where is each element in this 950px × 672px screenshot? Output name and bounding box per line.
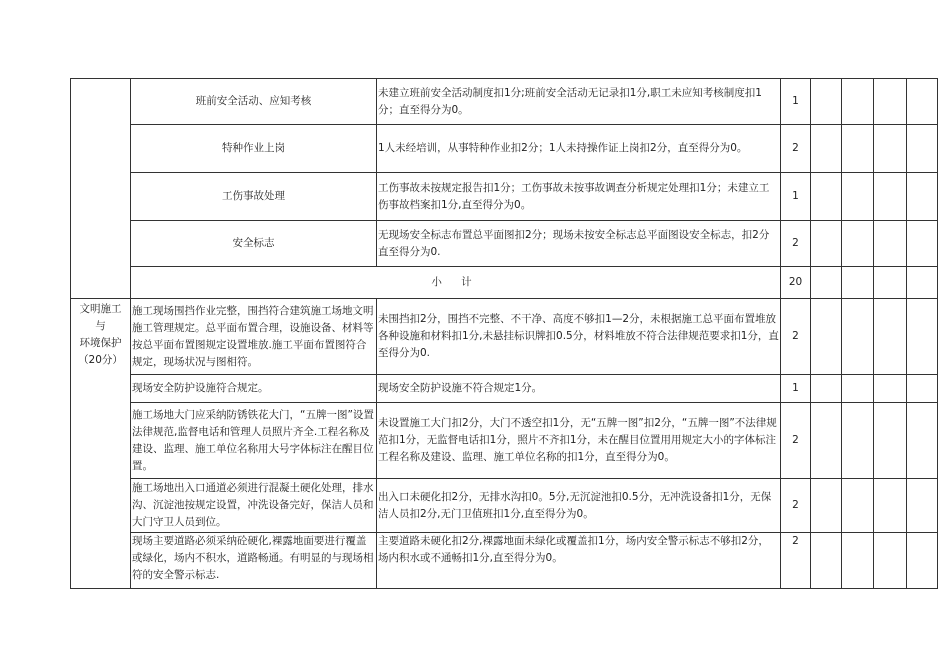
blank-cell [907, 221, 938, 267]
item-cell: 施工场地大门应采纳防锈铁花大门，“五牌一图”设置法律规范,监督电话和管理人员照片齐全.工程名称及建设、监理、施工单位名称用大号字体标注在醒目位置。 [131, 403, 377, 479]
standard-cell: 现场安全防护设施不符合规定1分。 [377, 375, 781, 403]
category-line: 文明施工 [79, 303, 122, 315]
blank-cell [874, 173, 907, 221]
blank-cell [874, 533, 907, 589]
standard-cell: 未围挡扣2分，围挡不完整、不干净、高度不够扣1—2分，未根据施工总平面布置堆放各种设施和材料扣1分,未悬挂标识牌扣0.5分，材料堆放不符合法律规范要求扣1分，直至得分为0. [377, 299, 781, 375]
blank-cell [907, 299, 938, 375]
blank-cell [874, 479, 907, 533]
blank-cell [811, 375, 842, 403]
item-cell: 施工场地出入口通道必须进行混凝土硬化处理，排水沟、沉淀池按规定设置，冲洗设备完好，保洁人员和大门守卫人员到位。 [131, 479, 377, 533]
category-cell-empty [71, 79, 131, 299]
table-row [71, 125, 938, 173]
standard-cell: 出入口未硬化扣2分，无排水沟扣0。5分,无沉淀池扣0.5分，无冲洗设备扣1分，无保洁人员扣2分,无门卫值班扣1分,直至得分为0。 [377, 479, 781, 533]
score-cell: 1 [781, 173, 811, 221]
blank-cell [811, 79, 842, 125]
category-line: （20分） [78, 354, 123, 366]
standard-cell: 主要道路未硬化扣2分,裸露地面未绿化或覆盖扣1分，场内安全警示标志不够扣2分，场内积水或不通畅扣1分,直至得分为0。 [377, 533, 781, 589]
blank-cell [907, 533, 938, 589]
blank-cell [874, 221, 907, 267]
blank-cell [842, 221, 874, 267]
item-cell: 安全标志 [131, 221, 377, 267]
score-cell: 1 [781, 375, 811, 403]
blank-cell [842, 173, 874, 221]
score-cell: 2 [781, 125, 811, 173]
blank-cell [874, 125, 907, 173]
blank-cell [842, 299, 874, 375]
table-row [71, 403, 938, 479]
blank-cell [811, 299, 842, 375]
score-cell: 2 [781, 221, 811, 267]
category-line: 环境保护 [79, 337, 122, 349]
blank-cell [811, 173, 842, 221]
category-line: 与 [95, 320, 106, 332]
standard-cell: 1人未经培训，从事特种作业扣2分；1人未持操作证上岗扣2分，直至得分为0。 [377, 125, 781, 173]
subtotal-row [71, 267, 938, 299]
blank-cell [874, 299, 907, 375]
item-cell: 班前安全活动、应知考核 [131, 79, 377, 125]
blank-cell [874, 375, 907, 403]
blank-cell [907, 403, 938, 479]
blank-cell [811, 479, 842, 533]
score-cell: 1 [781, 79, 811, 125]
item-cell: 工伤事故处理 [131, 173, 377, 221]
blank-cell [842, 125, 874, 173]
blank-cell [842, 375, 874, 403]
table-row [71, 173, 938, 221]
score-cell: 2 [781, 299, 811, 375]
blank-cell [811, 125, 842, 173]
standard-cell: 无现场安全标志布置总平面图扣2分；现场未按安全标志总平面图设安全标志，扣2分直至得分为0. [377, 221, 781, 267]
blank-cell [874, 267, 907, 299]
subtotal-score: 20 [781, 267, 811, 299]
blank-cell [907, 267, 938, 299]
table-row [71, 375, 938, 403]
standard-cell: 未建立班前安全活动制度扣1分;班前安全活动无记录扣1分,职工未应知考核制度扣1分；直至得分为0。 [377, 79, 781, 125]
blank-cell [842, 267, 874, 299]
item-cell: 特种作业上岗 [131, 125, 377, 173]
blank-cell [907, 479, 938, 533]
table-row [71, 299, 938, 375]
blank-cell [811, 221, 842, 267]
blank-cell [907, 125, 938, 173]
blank-cell [842, 79, 874, 125]
item-cell: 现场主要道路必须采纳砼硬化,裸露地面要进行覆盖或绿化，场内不积水，道路畅通。有明显的与现场相符的安全警示标志. [131, 533, 377, 589]
score-cell: 2 [781, 479, 811, 533]
category-cell [71, 299, 131, 589]
blank-cell [907, 79, 938, 125]
item-cell: 现场安全防护设施符合规定。 [131, 375, 377, 403]
blank-cell [842, 403, 874, 479]
subtotal-label: 小 计 [131, 267, 781, 299]
standard-cell: 未设置施工大门扣2分，大门不透空扣1分，无“五牌一图”扣2分，“五牌一图”不法律规范扣1分，无监督电话扣1分，照片不齐扣1分，未在醒目位置用用规定大小的字体标注工程名称及建设、监理、施工单位名称的扣1分，直至得分为0。 [377, 403, 781, 479]
score-cell: 2 [781, 403, 811, 479]
table-row [71, 221, 938, 267]
blank-cell [907, 375, 938, 403]
table-row [71, 79, 938, 125]
blank-cell [811, 403, 842, 479]
blank-cell [874, 79, 907, 125]
blank-cell [907, 173, 938, 221]
blank-cell [874, 403, 907, 479]
blank-cell [842, 479, 874, 533]
table-row [71, 479, 938, 533]
blank-cell [811, 267, 842, 299]
table-row [71, 533, 938, 589]
evaluation-table [70, 78, 938, 589]
standard-cell: 工伤事故未按规定报告扣1分；工伤事故未按事故调查分析规定处理扣1分；未建立工伤事故档案扣1分,直至得分为0。 [377, 173, 781, 221]
item-cell: 施工现场围挡作业完整，围挡符合建筑施工场地文明施工管理规定。总平面布置合理，设施设备、材料等按总平面布置图规定设置堆放.施工平面布置图符合规定，现场状况与图相符。 [131, 299, 377, 375]
blank-cell [811, 533, 842, 589]
score-cell: 2 [781, 533, 811, 589]
blank-cell [842, 533, 874, 589]
